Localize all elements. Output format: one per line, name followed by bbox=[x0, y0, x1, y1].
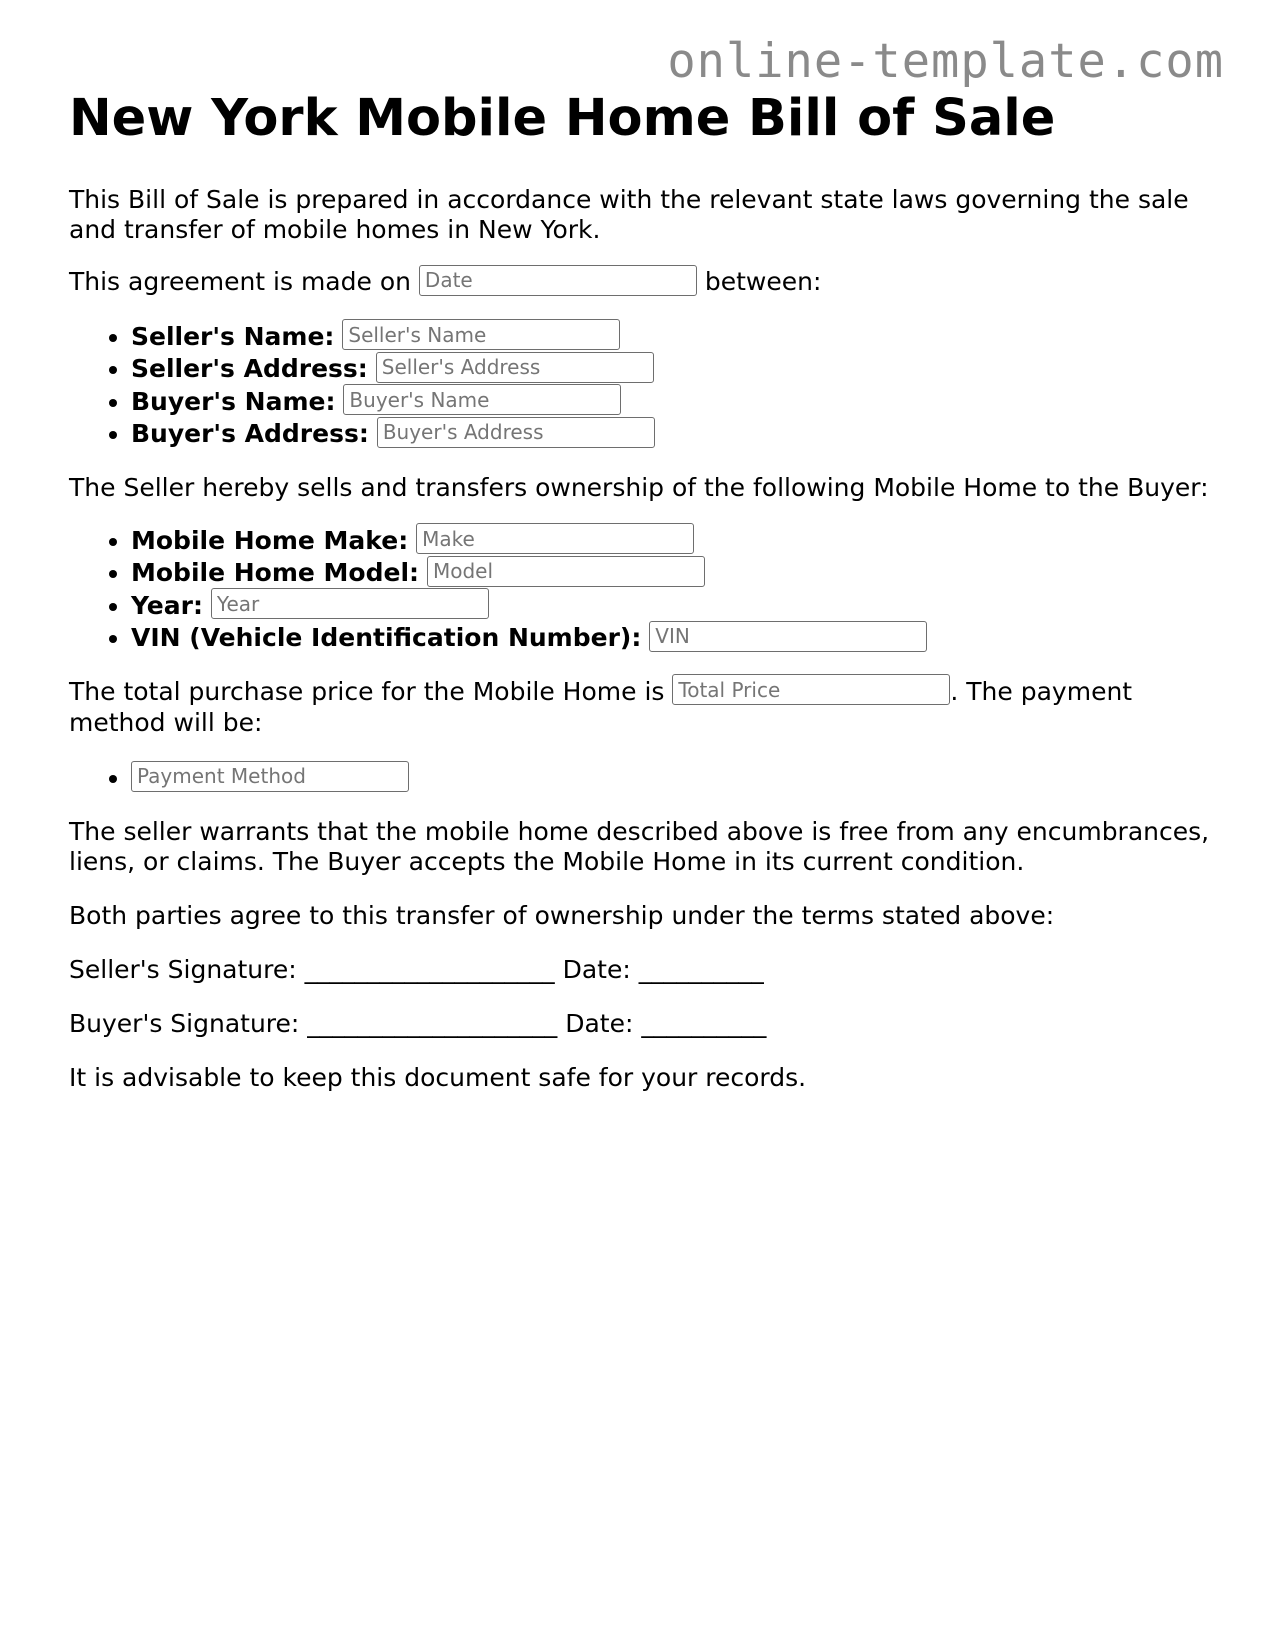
warranty-paragraph: The seller warrants that the mobile home described above is free from any encumbrances, liens, or claims. The Buyer accepts the Mobile Home in its current condition. bbox=[69, 816, 1210, 876]
seller-name-label: Seller's Name: bbox=[131, 321, 335, 351]
year-input[interactable] bbox=[211, 588, 489, 619]
parties-list bbox=[69, 321, 1219, 451]
payment-method-input[interactable] bbox=[131, 761, 409, 792]
vin-label: VIN (Vehicle Identification Number): bbox=[131, 623, 642, 652]
buyer-address-label: Buyer's Address: bbox=[131, 419, 369, 448]
document-body bbox=[69, 88, 1219, 1093]
vin-input[interactable] bbox=[649, 621, 927, 652]
seller-name-input[interactable] bbox=[342, 319, 620, 350]
sells-statement: The Seller hereby sells and transfers ownership of the following Mobile Home to the Buyer: bbox=[69, 472, 1209, 502]
list-item-model bbox=[131, 557, 1219, 590]
intro-paragraph: This Bill of Sale is prepared in accordance with the relevant state laws governing the sale and transfer of mobile homes in New York. bbox=[69, 185, 1189, 244]
year-label: Year: bbox=[131, 590, 203, 620]
both-parties-paragraph: Both parties agree to this transfer of ownership under the terms stated above: bbox=[69, 900, 1055, 930]
agreement-after-text: between: bbox=[704, 267, 822, 296]
price-before-text: The total purchase price for the Mobile Home is bbox=[69, 676, 665, 706]
model-input[interactable] bbox=[427, 556, 705, 587]
agreement-line bbox=[69, 267, 1219, 299]
watermark: online-template.com bbox=[667, 34, 1224, 89]
payment-list bbox=[69, 762, 1219, 795]
agreement-date-input[interactable] bbox=[419, 265, 697, 296]
home-details-list bbox=[69, 525, 1219, 655]
seller-address-label: Seller's Address: bbox=[131, 354, 368, 383]
list-item-seller-address bbox=[131, 353, 1219, 386]
list-item-vin bbox=[131, 622, 1219, 655]
agreement-before-text: This agreement is made on bbox=[69, 267, 411, 296]
page-title: New York Mobile Home Bill of Sale bbox=[69, 89, 1056, 148]
buyer-name-label: Buyer's Name: bbox=[131, 386, 336, 416]
list-item-payment bbox=[131, 762, 1219, 795]
price-line bbox=[69, 677, 1219, 739]
list-item-make bbox=[131, 525, 1219, 558]
model-label: Mobile Home Model: bbox=[131, 558, 420, 587]
total-price-input[interactable] bbox=[672, 674, 950, 705]
seller-address-input[interactable] bbox=[376, 352, 654, 383]
list-item-buyer-name bbox=[131, 386, 1219, 419]
make-label: Mobile Home Make: bbox=[131, 525, 409, 555]
buyer-name-input[interactable] bbox=[343, 384, 621, 415]
buyer-address-input[interactable] bbox=[377, 417, 655, 448]
price-after-text: . The payment method will be: bbox=[69, 676, 1133, 737]
list-item-year bbox=[131, 590, 1219, 623]
advice-paragraph: It is advisable to keep this document safe for your records. bbox=[69, 1062, 807, 1092]
make-input[interactable] bbox=[416, 523, 694, 554]
seller-signature-line: Seller's Signature: ____________________ Date: __________ bbox=[69, 954, 764, 984]
list-item-buyer-address bbox=[131, 418, 1219, 451]
buyer-signature-line: Buyer's Signature: ____________________ Date: __________ bbox=[69, 1008, 767, 1038]
list-item-seller-name bbox=[131, 321, 1219, 354]
